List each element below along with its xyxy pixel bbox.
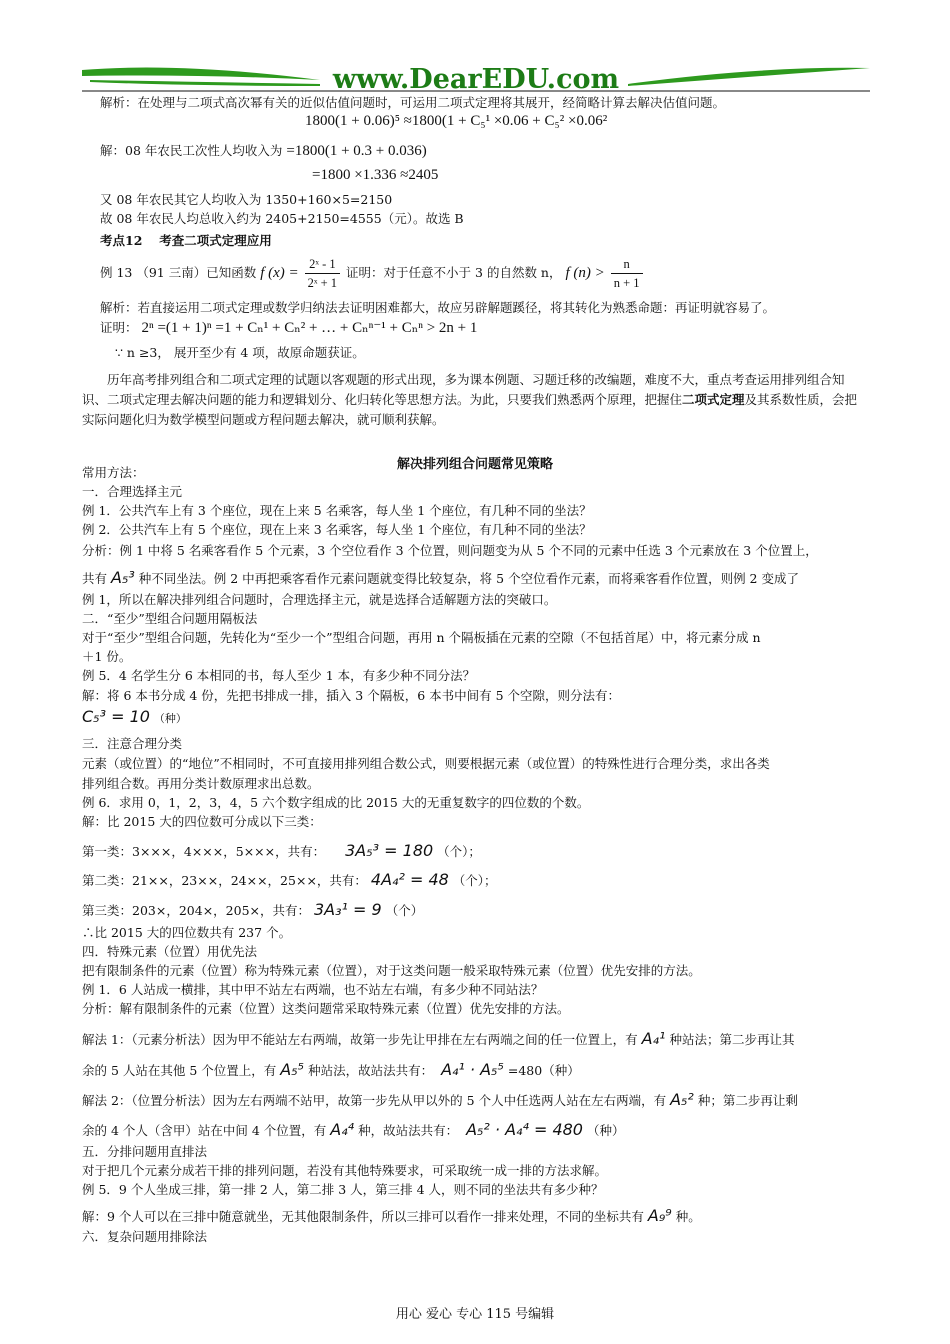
category-3: [82, 902, 423, 919]
category-3-unit: （个）: [385, 903, 424, 918]
section-title: 解决排列组合问题常见策略: [396, 457, 553, 472]
method-1-equation: A₄¹ · A₅⁵: [441, 1060, 504, 1079]
income-result-equation: =1800 ×1.336 ≈2405: [312, 167, 439, 183]
method-2-symbol-2: A₄⁴: [330, 1120, 355, 1139]
method-1-heading: 一．合理选择主元: [82, 484, 183, 499]
analysis-1-a: 共有: [82, 571, 108, 586]
method-1-d: 种站法，故站法共有：: [308, 1063, 434, 1078]
method-1-e: =480（种）: [507, 1063, 580, 1078]
proof-equation: 2ⁿ =(1 + 1)ⁿ =1 + Cₙ¹ + Cₙ² + … + Cₙⁿ⁻¹ + Cₙⁿ > 2n + 1: [141, 320, 478, 336]
method-3-text-1: 元素（或位置）的“地位”不相同时，不可直接用排列组合数公式，则要根据元素（或位置）的特殊性进行合理分类，求出各类: [82, 756, 770, 771]
example-13-prefix: 例 13 （91 三南）已知函数: [100, 265, 257, 280]
inequality-fraction: [611, 255, 643, 292]
method-2-equation: A₅² · A₄⁴ = 480: [466, 1120, 583, 1139]
analysis-1-b: 种不同坐法。例 2 中再把乘客看作元素问题就变得比较复杂，将 5 个空位看作元素，而将乘客看作位置，则例 2 变成了: [138, 571, 799, 586]
method-5-heading: 五．分排问题用直排法: [82, 1144, 208, 1159]
example-13-mid: 证明：对于任意不小于 3 的自然数 n，: [346, 265, 562, 280]
analysis-line-1: 解析：在处理与二项式高次幂有关的近似估值问题时，可运用二项式定理将其展开，经简略计算去解决估值问题。: [100, 95, 726, 110]
example-5-solution: 解：将 6 本书分成 4 份，先把书排成一排，插入 3 个隔板，6 本书中间有 5 个空隙，则分法有：: [82, 688, 621, 703]
method-2-c: 余的 4 个人（含甲）站在中间 4 个位置，有: [82, 1123, 327, 1138]
category-2-equation: 4A₄² = 48: [370, 870, 449, 889]
inequality-label: f (n) >: [565, 265, 605, 281]
analysis-line-2: 解析：若直接运用二项式定理或数学归纳法去证明困难都大，故应另辟解题蹊径，将其转化为熟悉命题：再证明就容易了。: [100, 300, 776, 315]
proof-line: [100, 320, 477, 336]
category-2: [82, 872, 497, 889]
summary-part-b: 及其系数性质，会把实际问题化归为数学模型问题或方程问题去解决，就可顺利获解。: [82, 392, 858, 427]
approximation-equation: 1800(1 + 0.06)⁵ ≈1800(1 + C₅¹ ×0.06 + C₅² ×0.06²: [305, 113, 608, 129]
other-income-line: 又 08 年农民其它人均收入为 1350+160×5=2150: [100, 192, 393, 207]
kaodian-heading: 考点12 考查二项式定理应用: [100, 233, 272, 248]
income-line: [100, 143, 427, 159]
arrangement-symbol: A₅³: [111, 568, 135, 587]
example-6-conclusion: ∴比 2015 大的四位数共有 237 个。: [82, 925, 292, 940]
example-6-solution: 解：比 2015 大的四位数可分成以下三类：: [82, 814, 322, 829]
category-3-text: 第三类：203×，204×，205×，共有：: [82, 903, 310, 918]
example-5b-solution: [82, 1208, 701, 1225]
proof-prefix: 证明：: [100, 320, 138, 335]
fraction2-denominator: n + 1: [613, 276, 640, 290]
combination-equation: C₅³ = 10: [82, 707, 150, 726]
method-3-text-2: 排列组合数。再用分类计数原理求出总数。: [82, 776, 320, 791]
category-1: [82, 843, 481, 860]
site-logo: www.DearEDU.com: [332, 64, 620, 95]
summary-part-a: 历年高考排列组合和二项式定理的试题以客观题的形式出现，多为课本例题、习题迁移的改编题，难度不大，重点考查运用排列组合知识、二项式定理去解决问题的能力和逻辑划分、化归转化等思想方法。为此，只要我们熟悉两个原理，把握住: [82, 372, 845, 407]
function-label: f (x) =: [260, 265, 299, 281]
solution-method-1-line-2: [82, 1062, 580, 1079]
method-2-a: 解法 2：（位置分析法）因为左右两端不站甲，故第一步先从甲以外的 5 个人中任选两人站在左右两端，有: [82, 1093, 667, 1108]
method-1-c: 余的 5 人站在其他 5 个位置上，有: [82, 1063, 277, 1078]
method-1-symbol-2: A₅⁵: [280, 1060, 305, 1079]
method-2-text-2: ＋1 份。: [82, 649, 132, 664]
example-5b: 例 5．9 个人坐成三排，第一排 2 人，第二排 3 人，第三排 4 人，则不同的坐法共有多少种？: [82, 1182, 604, 1197]
example-5b-symbol: A₉⁹: [647, 1206, 672, 1225]
example-1b: 例 1．6 人站成一横排，其中甲不站左右两端，也不站左右端，有多少种不同站法？: [82, 982, 544, 997]
example-5b-a: 解：9 个人可以在三排中随意就坐，无其他限制条件，所以三排可以看作一排来处理，不同的坐标共有: [82, 1209, 644, 1224]
method-3-heading: 三．注意合理分类: [82, 736, 183, 751]
income-equation: =1800(1 + 0.3 + 0.036): [286, 143, 427, 159]
category-1-unit: （个）；: [437, 844, 481, 859]
category-3-equation: 3A₃¹ = 9: [313, 900, 382, 919]
proof-conclusion: ∵ n ≥3， 展开至少有 4 项，故原命题获证。: [115, 345, 365, 360]
method-2-e: （种）: [586, 1123, 625, 1138]
analysis-1-line-2: [82, 570, 799, 587]
category-2-text: 第二类：21××，23××，24××，25××，共有：: [82, 873, 367, 888]
category-1-text: 第一类：3×××，4×××，5×××，共有：: [82, 844, 326, 859]
solution-method-1-line-1: [82, 1031, 794, 1048]
example-2: 例 2．公共汽车上有 5 个座位，现在上来 3 名乘客，每人坐 1 个座位，有几种不同的坐法？: [82, 522, 592, 537]
example-5-unit: （种）: [153, 712, 187, 725]
method-2-b: 种；第二步再让剩: [697, 1093, 798, 1108]
method-4-heading: 四．特殊元素（位置）用优先法: [82, 944, 258, 959]
analysis-1-line-1: 分析：例 1 中将 5 名乘客看作 5 个元素，3 个空位看作 3 个位置，则问题变为从 5 个不同的元素中任选 3 个元素放在 3 个位置上，: [82, 543, 818, 558]
method-2-symbol: A₅²: [670, 1090, 694, 1109]
common-methods-label: 常用方法：: [82, 465, 145, 480]
income-prefix: 解：08 年农民工次性人均收入为: [100, 143, 283, 158]
method-2-heading: 二．“至少”型组合问题用隔板法: [82, 611, 258, 626]
left-swoosh-lower: [90, 80, 320, 86]
fraction-numerator: 2ˣ - 1: [305, 255, 340, 274]
method-1-a: 解法 1：（元素分析法）因为甲不能站左右两端，故第一步先让甲排在左右两端之间的任一位置上，有: [82, 1032, 638, 1047]
header-banner: [0, 0, 950, 100]
analysis-1-line-3: 例 1，所以在解决排列组合问题时，合理选择主元，就是选择合适解题方法的突破口。: [82, 592, 557, 607]
example-13: [100, 255, 645, 292]
method-1-b: 种站法；第二步再让其: [669, 1032, 795, 1047]
fraction-denominator: 2ˣ + 1: [307, 276, 338, 290]
analysis-b: 分析：解有限制条件的元素（位置）这类问题常采取特殊元素（位置）优先安排的方法。: [82, 1001, 570, 1016]
method-5-text: 对于把几个元素分成若干排的排列问题，若没有其他特殊要求，可采取统一成一排的方法求解。: [82, 1163, 608, 1178]
category-1-equation: 3A₅³ = 180: [345, 841, 434, 860]
example-5: 例 5．4 名学生分 6 本相同的书，每人至少 1 本，有多少种不同分法？: [82, 668, 476, 683]
example-5b-b: 种。: [675, 1209, 701, 1224]
method-2-d: 种，故站法共有：: [358, 1123, 459, 1138]
summary-paragraph: [82, 370, 868, 430]
method-4-text: 把有限制条件的元素（位置）称为特殊元素（位置），对于这类问题一般采取特殊元素（位置）优先安排的方法。: [82, 963, 701, 978]
solution-method-2-line-1: [82, 1092, 798, 1109]
method-1-symbol: A₄¹: [641, 1029, 666, 1048]
total-income-line: 故 08 年农民人均总收入约为 2405+2150=4555（元）。故选 B: [100, 211, 464, 226]
category-2-unit: （个）；: [452, 873, 497, 888]
example-1: 例 1．公共汽车上有 3 个座位，现在上来 5 名乘客，每人坐 1 个座位，有几种不同的坐法？: [82, 503, 592, 518]
example-6: 例 6．求用 0，1，2，3，4，5 六个数字组成的比 2015 大的无重复数字的四位数的个数。: [82, 795, 590, 810]
method-6-heading: 六．复杂问题用排除法: [82, 1229, 208, 1244]
right-swoosh: [628, 68, 870, 86]
method-2-text-1: 对于“至少”型组合问题，先转化为“至少一个”型组合问题，再用 n 个隔板插在元素的空隙（不包括首尾）中，将元素分成 n: [82, 630, 761, 645]
function-fraction: [305, 255, 340, 292]
page-footer: 用心 爱心 专心 115 号编辑: [395, 1307, 555, 1322]
fraction2-numerator: n: [611, 255, 643, 274]
summary-bold-term: 二项式定理: [682, 392, 745, 407]
example-5-answer: [82, 709, 187, 727]
solution-method-2-line-2: [82, 1122, 624, 1139]
left-swoosh: [82, 68, 320, 80]
